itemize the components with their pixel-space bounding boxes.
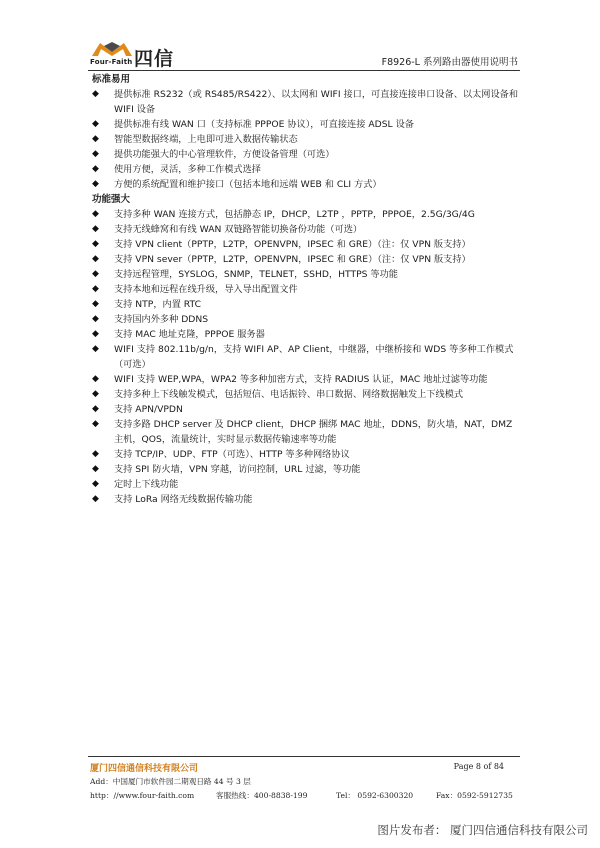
list-item: ◆ 支持本地和远程在线升级，导入导出配置文件: [92, 284, 298, 295]
four-faith-logo: [88, 40, 228, 68]
page-content: [92, 72, 522, 507]
diamond-bullet-icon: ◆: [92, 119, 99, 129]
company-address: Add：中国厦门市软件园二期观日路 44 号 3 层: [90, 777, 251, 786]
diamond-bullet-icon: ◆: [92, 284, 99, 294]
publisher-caption: 图片发布者： 厦门四信通信科技有限公司: [377, 823, 588, 837]
diamond-bullet-icon: ◆: [92, 149, 99, 159]
list-item: ◆ 支持 VPN sever（PPTP，L2TP，OPENVPN，IPSEC 和 GRE）（注：仅 VPN 版支持）: [92, 254, 471, 265]
list-item: ◆ 支持多种 WAN 连接方式，包括静态 IP，DHCP，L2TP ，PPTP，PPPOE，2.5G/3G/4G: [92, 209, 475, 220]
list-item: ◆ 支持多种上下线触发模式，包括短信、电话振铃、串口数据、网络数据触发上下线模式: [92, 389, 464, 400]
diamond-bullet-icon: ◆: [92, 404, 99, 414]
diamond-bullet-icon: ◆: [92, 494, 99, 504]
diamond-bullet-icon: ◆: [92, 209, 99, 219]
diamond-bullet-icon: ◆: [92, 479, 99, 489]
list-item: ◆ 支持远程管理，SYSLOG，SNMP，TELNET，SSHD，HTTPS 等功能: [92, 269, 398, 280]
list-item: ◆ 支持 NTP，内置 RTC: [92, 299, 202, 310]
section-title: 功能强大: [92, 194, 131, 205]
diamond-bullet-icon: ◆: [92, 89, 99, 99]
list-item: ◆ 提供功能强大的中心管理软件，方便设备管理（可选）: [92, 149, 335, 160]
diamond-bullet-icon: ◆: [92, 374, 99, 384]
bullet-list: [92, 207, 522, 507]
list-item: ◆ 支持 VPN client（PPTP，L2TP，OPENVPN，IPSEC 和 GRE）（注：仅 VPN 版支持）: [92, 239, 471, 250]
list-item: ◆ WIFI 支持 802.11b/g/n，支持 WIFI AP、AP Client，中继器，中继桥接和 WDS 等多种工作模式（可选）: [92, 344, 514, 370]
list-item: ◆ 支持 SPI 防火墙，VPN 穿越，访问控制，URL 过滤，等功能: [92, 464, 361, 475]
list-item: ◆ 定时上下线功能: [92, 479, 179, 490]
diamond-bullet-icon: ◆: [92, 314, 99, 324]
list-item: ◆ 支持 MAC 地址克隆，PPPOE 服务器: [92, 329, 265, 340]
list-item: ◆ 方便的系统配置和维护接口（包括本地和远端 WEB 和 CLI 方式）: [92, 179, 382, 190]
document-title: F8926-L 系列路由器使用说明书: [381, 57, 518, 68]
diamond-bullet-icon: ◆: [92, 134, 99, 144]
logo-m-icon: [90, 40, 134, 60]
section-easy-use: [92, 72, 522, 192]
page-number: Page 8 of 84: [453, 762, 504, 771]
tel-text: Tel： 0592-6300320: [336, 791, 414, 800]
website-link[interactable]: http：//www.four-faith.com: [90, 791, 195, 800]
diamond-bullet-icon: ◆: [92, 269, 99, 279]
diamond-bullet-icon: ◆: [92, 164, 99, 174]
section-powerful-features: [92, 192, 522, 507]
diamond-bullet-icon: ◆: [92, 344, 99, 354]
diamond-bullet-icon: ◆: [92, 419, 99, 429]
page-header: [88, 40, 520, 71]
company-name: 厦门四信通信科技有限公司: [90, 764, 199, 774]
diamond-bullet-icon: ◆: [92, 254, 99, 264]
list-item: ◆ 支持国内外多种 DDNS: [92, 314, 209, 325]
logo-cn-text: 四信: [134, 48, 175, 70]
page-footer: [88, 756, 520, 803]
list-item: ◆ 提供标准 RS232（或 RS485/RS422）、以太网和 WIFI 接口，可直接连接串口设备、以太网设备和 WIFI 设备: [92, 89, 519, 115]
diamond-bullet-icon: ◆: [92, 389, 99, 399]
diamond-bullet-icon: ◆: [92, 329, 99, 339]
bullet-list: [92, 87, 522, 192]
list-item: ◆ 支持无线蜂窝和有线 WAN 双链路智能切换备份功能（可选）: [92, 224, 363, 235]
list-item: ◆ 支持 APN/VPDN: [92, 404, 183, 415]
diamond-bullet-icon: ◆: [92, 464, 99, 474]
list-item: ◆ 使用方便，灵活，多种工作模式选择: [92, 164, 261, 175]
diamond-bullet-icon: ◆: [92, 299, 99, 309]
list-item: ◆ 支持多路 DHCP server 及 DHCP client，DHCP 捆绑 MAC 地址，DDNS，防火墙，NAT，DMZ 主机，QOS，流量统计，实时显示数据传输速率等功能: [92, 419, 513, 445]
hotline-text: 客服热线：400-8838-199: [216, 791, 308, 800]
logo-brand-text: Four-Faith: [90, 58, 133, 66]
diamond-bullet-icon: ◆: [92, 449, 99, 459]
section-title: 标准易用: [92, 74, 131, 85]
list-item: ◆ 支持 LoRa 网络无线数据传输功能: [92, 494, 253, 505]
diamond-bullet-icon: ◆: [92, 239, 99, 249]
list-item: ◆ 智能型数据终端，上电即可进入数据传输状态: [92, 134, 298, 145]
list-item: ◆ WIFI 支持 WEP,WPA，WPA2 等多种加密方式，支持 RADIUS 认证，MAC 地址过滤等功能: [92, 374, 488, 385]
diamond-bullet-icon: ◆: [92, 179, 99, 189]
list-item: ◆ 支持 TCP/IP、UDP、FTP（可选）、HTTP 等多种网络协议: [92, 449, 350, 460]
list-item: ◆ 提供标准有线 WAN 口（支持标准 PPPOE 协议），可直接连接 ADSL 设备: [92, 119, 414, 130]
diamond-bullet-icon: ◆: [92, 224, 99, 234]
fax-text: Fax：0592-5912735: [436, 791, 513, 800]
